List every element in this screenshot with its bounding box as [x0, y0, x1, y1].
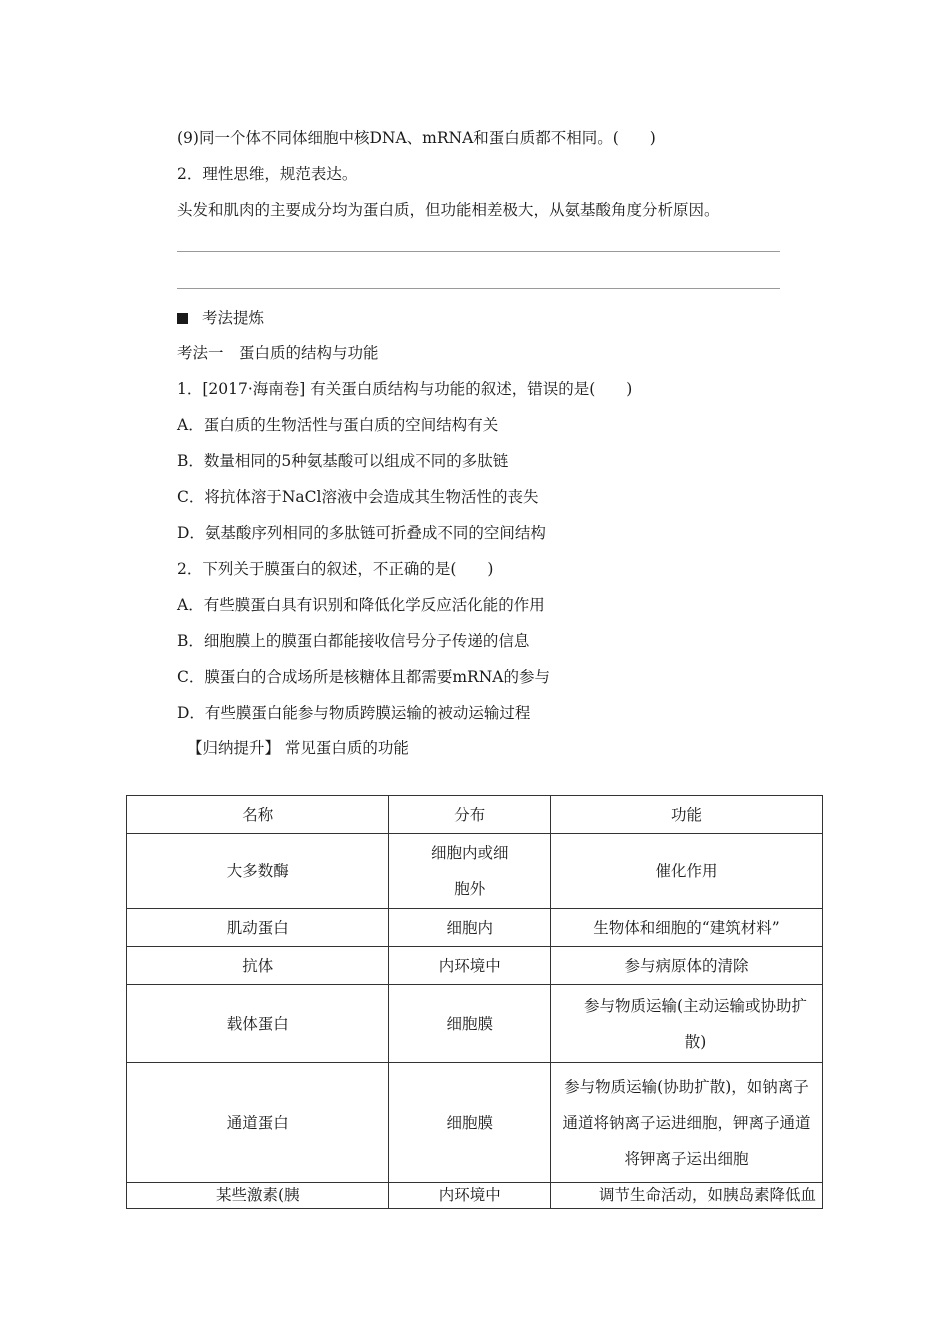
q2-option-d: D．有些膜蛋白能参与物质跨膜运输的被动运输过程 — [177, 704, 531, 722]
q1-option-c: C．将抗体溶于NaCl溶液中会造成其生物活性的丧失 — [177, 488, 539, 506]
q1-option-d: D．氨基酸序列相同的多肽链可折叠成不同的空间结构 — [177, 524, 546, 542]
cell-function: 参与物质运输(协助扩散)，如钠离子通道将钠离子运进细胞，钾离子通道将钾离子运出细胞 — [550, 1063, 822, 1183]
protein-function-table — [126, 795, 823, 1209]
table-row — [127, 947, 823, 985]
summary-title: 【归纳提升】 常见蛋白质的功能 — [187, 739, 409, 757]
cell-distribution: 细胞膜 — [389, 1063, 551, 1183]
cell-function: 参与物质运输(主动运输或协助扩散) — [550, 985, 822, 1063]
method-title: 考法一 蛋白质的结构与功能 — [177, 344, 379, 362]
cell-name: 通道蛋白 — [127, 1063, 389, 1183]
cell-name: 某些激素(胰 — [127, 1183, 389, 1209]
header-distribution: 分布 — [389, 796, 551, 834]
table-row — [127, 834, 823, 909]
q2-stem: 2．下列关于膜蛋白的叙述，不正确的是( ) — [177, 560, 494, 578]
q2-option-c: C．膜蛋白的合成场所是核糖体且都需要mRNA的参与 — [177, 668, 550, 686]
table-header-row — [127, 796, 823, 834]
prompt-text: 头发和肌肉的主要成分均为蛋白质，但功能相差极大，从氨基酸角度分析原因。 — [177, 201, 720, 219]
section-title: 考法提炼 — [202, 309, 265, 327]
cell-distribution: 细胞内 — [389, 909, 551, 947]
subquestion-2: 2．理性思维，规范表达。 — [177, 165, 358, 183]
q2-option-b: B．细胞膜上的膜蛋白都能接收信号分子传递的信息 — [177, 632, 530, 650]
cell-name: 载体蛋白 — [127, 985, 389, 1063]
table-row — [127, 1063, 823, 1183]
square-bullet-icon — [177, 313, 188, 324]
cell-name: 肌动蛋白 — [127, 909, 389, 947]
cell-distribution: 细胞膜 — [389, 985, 551, 1063]
header-name: 名称 — [127, 796, 389, 834]
q1-stem: 1．[2017·海南卷] 有关蛋白质结构与功能的叙述，错误的是( ) — [177, 380, 633, 398]
cell-function: 催化作用 — [550, 834, 822, 909]
cell-distribution: 内环境中 — [389, 947, 551, 985]
cell-distribution: 内环境中 — [389, 1183, 551, 1209]
cell-function: 调节生命活动，如胰岛素降低血 — [550, 1183, 822, 1209]
cell-name: 抗体 — [127, 947, 389, 985]
answer-line — [177, 251, 780, 252]
q1-option-a: A．蛋白质的生物活性与蛋白质的空间结构有关 — [177, 416, 499, 434]
table-row — [127, 985, 823, 1063]
cell-function: 生物体和细胞的“建筑材料” — [550, 909, 822, 947]
cell-distribution: 细胞内或细胞外 — [389, 834, 551, 909]
cell-function: 参与病原体的清除 — [550, 947, 822, 985]
section-heading — [177, 308, 264, 328]
question-9: (9)同一个体不同体细胞中核DNA、mRNA和蛋白质都不相同。( ) — [177, 129, 656, 147]
q2-option-a: A．有些膜蛋白具有识别和降低化学反应活化能的作用 — [177, 596, 545, 614]
answer-line — [177, 288, 780, 289]
table-row — [127, 909, 823, 947]
header-function: 功能 — [550, 796, 822, 834]
q1-option-b: B．数量相同的5种氨基酸可以组成不同的多肽链 — [177, 452, 509, 470]
cell-name: 大多数酶 — [127, 834, 389, 909]
table-row — [127, 1183, 823, 1209]
